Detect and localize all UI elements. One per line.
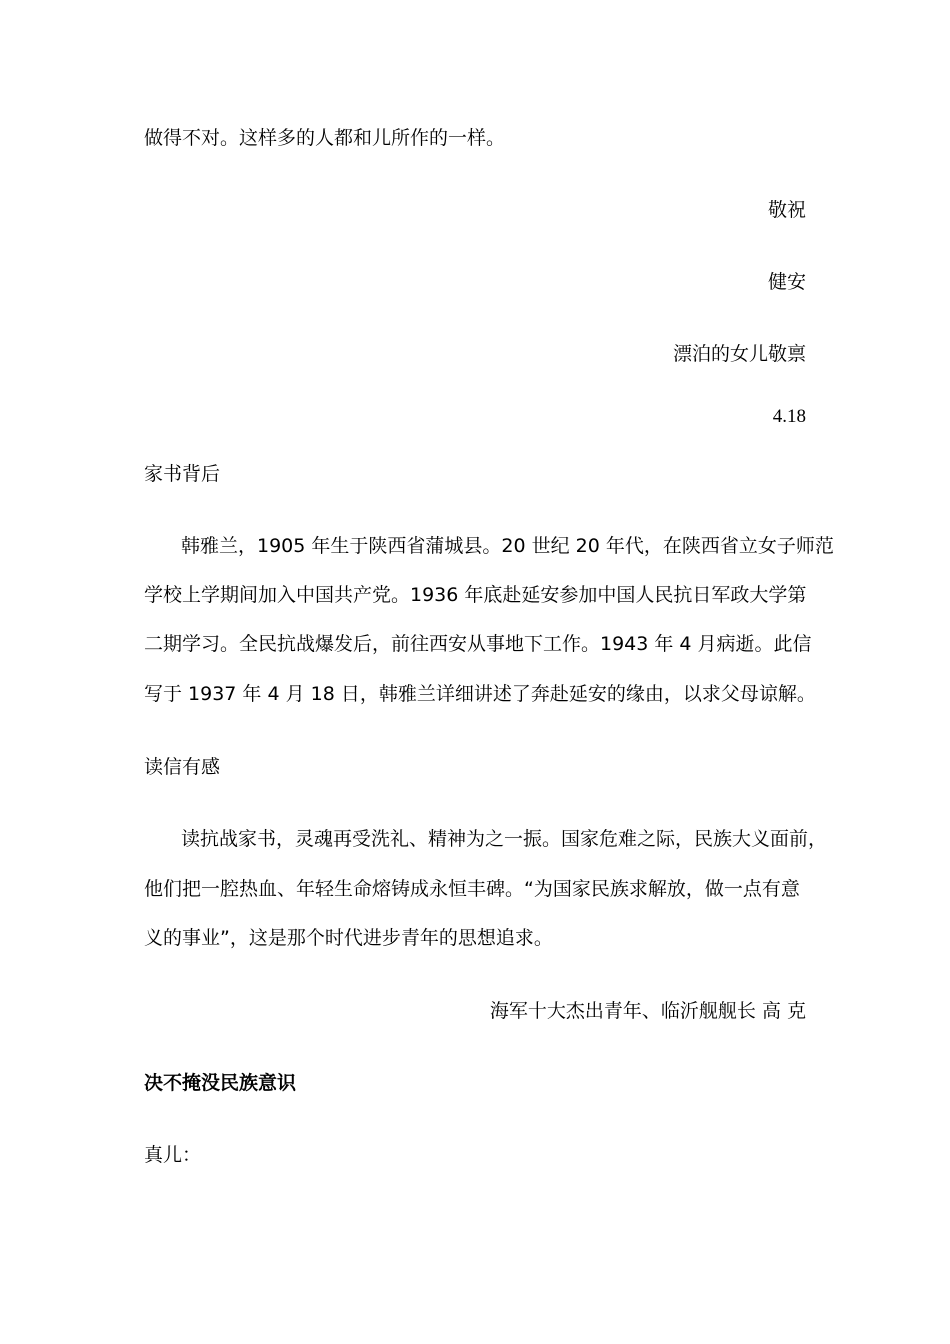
reflection-author: 海军十大杰出青年、临沂舰舰长 高 克 [489, 1000, 806, 1022]
salutation-health: 健安 [767, 271, 806, 293]
letter-closing-line: 做得不对。这样多的人都和儿所作的一样。 [144, 127, 506, 149]
paragraph-line: 写于 1937 年 4 月 18 日，韩雅兰详细讲述了奔赴延安的缘由，以求父母谅解。 [144, 683, 816, 705]
reflection-heading: 读信有感 [144, 756, 221, 778]
next-letter-greeting: 真儿： [144, 1144, 202, 1166]
paragraph-line: 二期学习。全民抗战爆发后，前往西安从事地下工作。1943 年 4 月病逝。此信 [144, 633, 812, 655]
background-heading: 家书背后 [144, 463, 221, 485]
paragraph-line: 读抗战家书，灵魂再受洗礼、精神为之一振。国家危难之际，民族大义面前， [181, 828, 828, 850]
letter-date: 4.18 [772, 406, 806, 427]
salutation-respect: 敬祝 [767, 199, 806, 221]
letter-signature: 漂泊的女儿敬禀 [672, 343, 806, 365]
paragraph-line: 学校上学期间加入中国共产党。1936 年底赴延安参加中国人民抗日军政大学第 [144, 584, 807, 606]
paragraph-line: 义的事业”，这是那个时代进步青年的思想追求。 [144, 927, 553, 949]
paragraph-line: 韩雅兰，1905 年生于陕西省蒲城县。20 世纪 20 年代，在陕西省立女子师范 [181, 535, 834, 557]
next-letter-title: 决不掩没民族意识 [144, 1072, 297, 1094]
paragraph-line: 他们把一腔热血、年轻生命熔铸成永恒丰碑。“为国家民族求解放，做一点有意 [144, 878, 800, 900]
